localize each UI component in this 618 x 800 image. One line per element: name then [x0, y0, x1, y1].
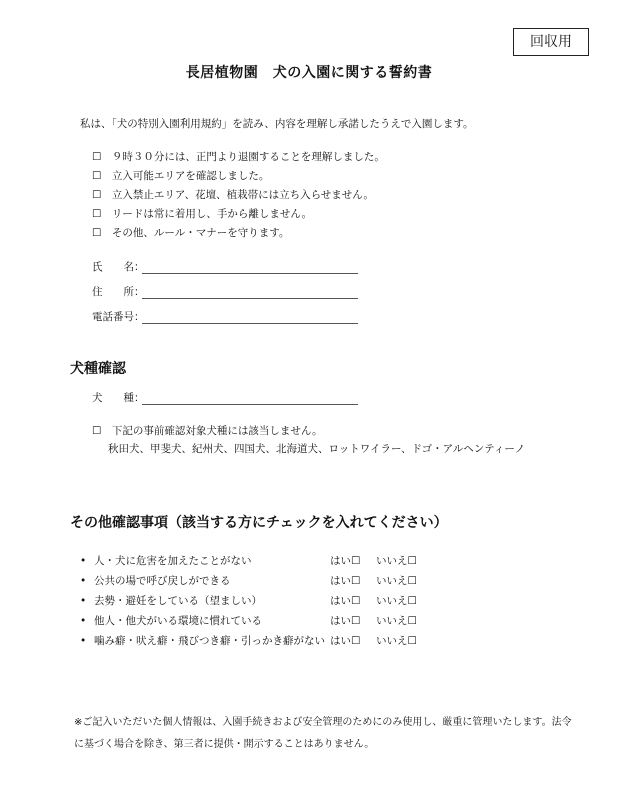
name-label: 氏 名：	[92, 261, 145, 273]
breed-section-heading: 犬種確認	[70, 361, 126, 377]
item-text: 去勢・避妊をしている（望ましい）	[94, 595, 262, 607]
bullet: •	[80, 635, 87, 647]
no-checkbox[interactable]: いいえ☐	[376, 615, 417, 627]
breed-label: 犬 種：	[92, 392, 145, 404]
address-input-line[interactable]	[142, 286, 358, 299]
list-item	[80, 551, 480, 571]
phone-label: 電話番号：	[92, 311, 145, 323]
list-item	[80, 571, 480, 591]
bullet: •	[80, 575, 87, 587]
address-field	[92, 283, 358, 301]
phone-field	[92, 308, 358, 326]
item-text: 他人・他犬がいる環境に慣れている	[94, 615, 262, 627]
pledge-item-leash[interactable]: ☐ リードは常に着用し、手から離しません。	[92, 208, 313, 220]
item-text: 人・犬に危害を加えたことがない	[94, 555, 252, 567]
other-check-list	[80, 551, 480, 651]
breed-input-line[interactable]	[142, 392, 358, 405]
no-checkbox[interactable]: いいえ☐	[376, 595, 417, 607]
collection-stamp: 回収用	[513, 28, 589, 56]
breed-field	[92, 389, 358, 407]
bullet: •	[80, 555, 87, 567]
list-item	[80, 631, 480, 651]
pledge-item-areas[interactable]: ☐ 立入可能エリアを確認しました。	[92, 170, 270, 182]
name-input-line[interactable]	[142, 261, 358, 274]
item-text: 噛み癖・吠え癖・飛びつき癖・引っかき癖がない	[94, 635, 325, 647]
yes-checkbox[interactable]: はい☐	[330, 615, 361, 627]
no-checkbox[interactable]: いいえ☐	[376, 555, 417, 567]
breed-list: 秋田犬、甲斐犬、紀州犬、四国犬、北海道犬、ロットワイラー、ドゴ・アルヘンティーノ	[108, 443, 526, 455]
yes-checkbox[interactable]: はい☐	[330, 575, 361, 587]
breed-check-item[interactable]: ☐ 下記の事前確認対象犬種には該当しません。	[92, 425, 323, 437]
list-item	[80, 611, 480, 631]
phone-input-line[interactable]	[142, 311, 358, 324]
no-checkbox[interactable]: いいえ☐	[376, 575, 417, 587]
pledge-item-exit-time[interactable]: ☐ ９時３０分には、正門より退園することを理解しました。	[92, 151, 385, 163]
address-label: 住 所：	[92, 286, 145, 298]
yes-checkbox[interactable]: はい☐	[330, 635, 361, 647]
bullet: •	[80, 615, 87, 627]
other-section-heading: その他確認事項（該当する方にチェックを入れてください）	[70, 515, 448, 531]
pledge-item-manners[interactable]: ☐ その他、ルール・マナーを守ります。	[92, 227, 290, 239]
no-checkbox[interactable]: いいえ☐	[376, 635, 417, 647]
bullet: •	[80, 595, 87, 607]
yes-checkbox[interactable]: はい☐	[330, 595, 361, 607]
name-field	[92, 258, 358, 276]
intro-text: 私は、「犬の特別入園利用規約」を読み、内容を理解し承諾したうえで入園します。	[80, 118, 474, 130]
item-text: 公共の場で呼び戻しができる	[94, 575, 231, 587]
privacy-note: ※ご記入いただいた個人情報は、入園手続きおよび安全管理のためにのみ使用し、厳重に管理いたします。法令に基づく場合を除き、第三者に提供・開示することはありません。	[74, 717, 572, 750]
page-title: 長居植物園 犬の入園に関する誓約書	[185, 65, 433, 81]
yes-checkbox[interactable]: はい☐	[330, 555, 361, 567]
pledge-item-restricted[interactable]: ☐ 立入禁止エリア、花壇、植栽帯には立ち入らせません。	[92, 189, 374, 201]
list-item	[80, 591, 480, 611]
pledge-checklist	[92, 148, 385, 243]
